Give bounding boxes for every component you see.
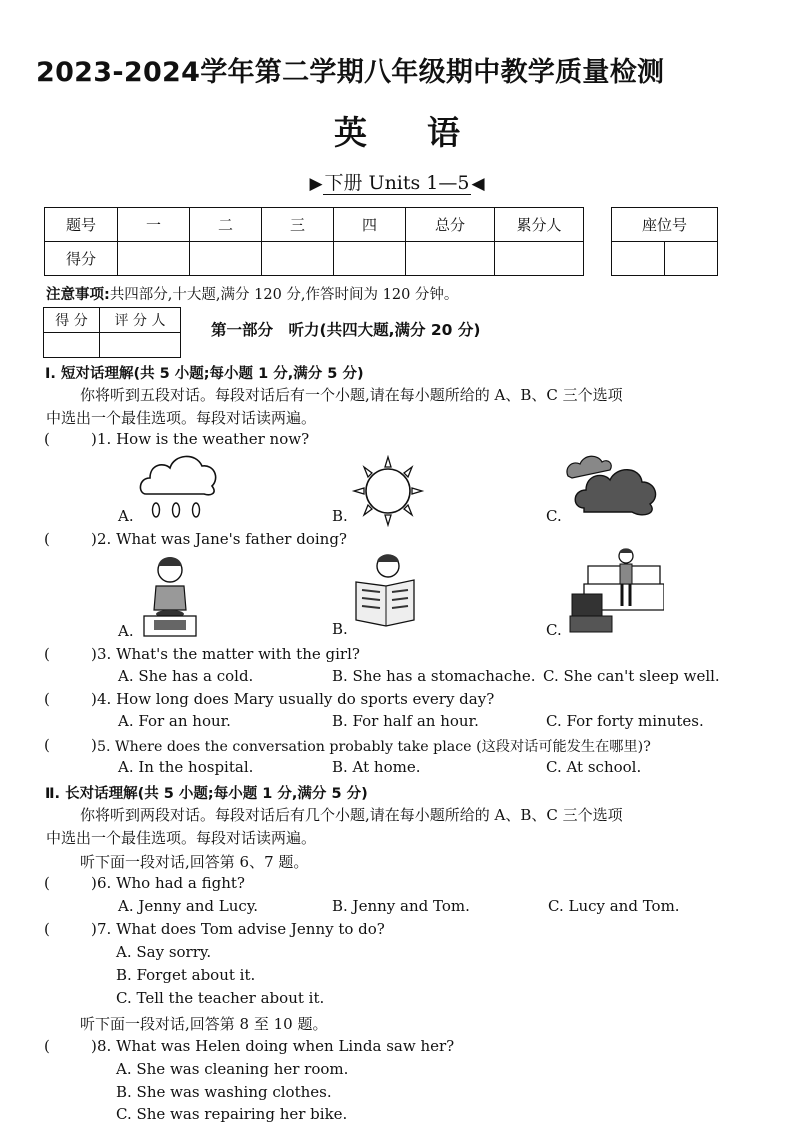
option-b: B. Jenny and Tom. (332, 897, 470, 915)
sun-icon (350, 455, 426, 527)
section1-intro: 中选出一个最佳选项。每段对话读两遍。 (46, 409, 317, 427)
rain-cloud-icon (138, 448, 220, 524)
answer-blank[interactable]: ( (44, 1037, 50, 1055)
notice (46, 283, 458, 304)
notice-text: 共四部分,十大题,满分 120 分,作答时间为 120 分钟。 (109, 287, 459, 303)
row-label: 得分 (45, 242, 118, 276)
man-cooking-icon (140, 552, 200, 638)
seat-cell[interactable] (612, 242, 665, 276)
man-reading-newspaper-icon (352, 550, 418, 628)
answer-blank[interactable]: ( (44, 645, 50, 663)
answer-blank-close: ) (91, 645, 97, 663)
subject-char-2: 语 (427, 113, 460, 152)
question-4: 4. How long does Mary usually do sports every day? (97, 690, 495, 708)
part1-title: 第一部分 听力(共四大题,满分 20 分) (211, 321, 481, 339)
option-a: A. (118, 622, 134, 640)
score-cell[interactable] (334, 242, 406, 276)
answer-blank-close: ) (91, 874, 97, 892)
option-a: A. (118, 507, 134, 525)
answer-blank[interactable]: ( (44, 736, 50, 754)
header-cell: 四 (334, 208, 406, 242)
option-b: B. (332, 507, 348, 525)
seat-table (611, 207, 718, 276)
header-cell: 累分人 (495, 208, 584, 242)
seat-label: 座位号 (612, 208, 718, 242)
question-7: 7. What does Tom advise Jenny to do? (97, 920, 385, 938)
question-8: 8. What was Helen doing when Linda saw her? (97, 1037, 455, 1055)
answer-blank[interactable]: ( (44, 530, 50, 548)
subject-title (0, 107, 794, 154)
option-c: C. She can't sleep well. (543, 667, 720, 685)
option-a: A. She has a cold. (118, 667, 254, 685)
score-cell[interactable] (190, 242, 262, 276)
option-a: A. She was cleaning her room. (116, 1060, 349, 1078)
answer-blank[interactable]: ( (44, 920, 50, 938)
kid-watching-tv-icon (568, 548, 664, 636)
option-a: A. Jenny and Lucy. (118, 897, 259, 915)
answer-blank-close: ) (91, 920, 97, 938)
section2-intro: 中选出一个最佳选项。每段对话读两遍。 (46, 829, 317, 847)
header-cell: 三 (262, 208, 334, 242)
dialogue-lead: 听下面一段对话,回答第 8 至 10 题。 (80, 1015, 328, 1033)
answer-blank-close: ) (91, 690, 97, 708)
cloudy-icon (562, 452, 662, 522)
left-triangle-icon: ◀ (471, 174, 485, 194)
score-cell[interactable] (495, 242, 584, 276)
question-1: 1. How is the weather now? (97, 430, 310, 448)
header-cell: 题号 (45, 208, 118, 242)
score-cell[interactable] (118, 242, 190, 276)
option-b: B. She has a stomachache. (332, 667, 536, 685)
question-5: 5. Where does the conversation probably take place (这段对话可能发生在哪里)? (97, 739, 651, 755)
section1-intro: 你将听到五段对话。每段对话后有一个小题,请在每小题所给的 A、B、C 三个选项 (80, 386, 623, 404)
question-6: 6. Who had a fight? (97, 874, 245, 892)
score-cell[interactable] (262, 242, 334, 276)
section1-heading: Ⅰ. 短对话理解(共 5 小题;每小题 1 分,满分 5 分) (45, 366, 364, 382)
answer-blank-close: ) (91, 430, 97, 448)
grader-score-label: 得 分 (44, 308, 100, 333)
header-cell: 二 (190, 208, 262, 242)
option-b: B. (332, 620, 348, 638)
score-table (44, 207, 584, 276)
seat-cell[interactable] (665, 242, 718, 276)
notice-label: 注意事项: (46, 287, 110, 303)
exam-title: 2023-2024学年第二学期八年级期中教学质量检测 (36, 57, 665, 88)
question-2: 2. What was Jane's father doing? (97, 530, 347, 548)
dialogue-lead: 听下面一段对话,回答第 6、7 题。 (80, 853, 309, 871)
header-cell: 总分 (406, 208, 495, 242)
grader-name-label: 评 分 人 (100, 308, 181, 333)
option-a: A. For an hour. (118, 712, 231, 730)
option-b: B. She was washing clothes. (116, 1083, 332, 1101)
answer-blank-close: ) (91, 1037, 97, 1055)
grader-score-cell[interactable] (44, 333, 100, 358)
option-c: C. Tell the teacher about it. (116, 989, 325, 1007)
answer-blank-close: ) (91, 530, 97, 548)
option-a: A. In the hospital. (118, 758, 254, 776)
option-c: C. For forty minutes. (546, 712, 704, 730)
section2-heading: Ⅱ. 长对话理解(共 5 小题;每小题 1 分,满分 5 分) (45, 786, 368, 802)
option-b: B. Forget about it. (116, 966, 256, 984)
answer-blank[interactable]: ( (44, 690, 50, 708)
option-c: C. She was repairing her bike. (116, 1105, 348, 1123)
section2-intro: 你将听到两段对话。每段对话后有几个小题,请在每小题所给的 A、B、C 三个选项 (80, 806, 623, 824)
option-c: C. Lucy and Tom. (548, 897, 680, 915)
grader-box (43, 307, 181, 358)
option-c: C. (546, 621, 562, 639)
header-cell: 一 (118, 208, 190, 242)
score-table-header-row (45, 208, 584, 242)
answer-blank[interactable]: ( (44, 874, 50, 892)
option-a: A. Say sorry. (116, 943, 212, 961)
subject-char-1: 英 (334, 113, 367, 152)
grader-name-cell[interactable] (100, 333, 181, 358)
answer-blank[interactable]: ( (44, 430, 50, 448)
option-b: B. At home. (332, 758, 421, 776)
score-table-score-row (45, 242, 584, 276)
units-text: 下册 Units 1—5 (324, 172, 470, 194)
option-c: C. (546, 507, 562, 525)
right-triangle-icon: ▶ (309, 174, 323, 194)
question-3: 3. What's the matter with the girl? (97, 645, 360, 663)
units-line (0, 168, 794, 195)
score-cell[interactable] (406, 242, 495, 276)
option-c: C. At school. (546, 758, 642, 776)
answer-blank-close: ) (91, 736, 97, 754)
option-b: B. For half an hour. (332, 712, 479, 730)
